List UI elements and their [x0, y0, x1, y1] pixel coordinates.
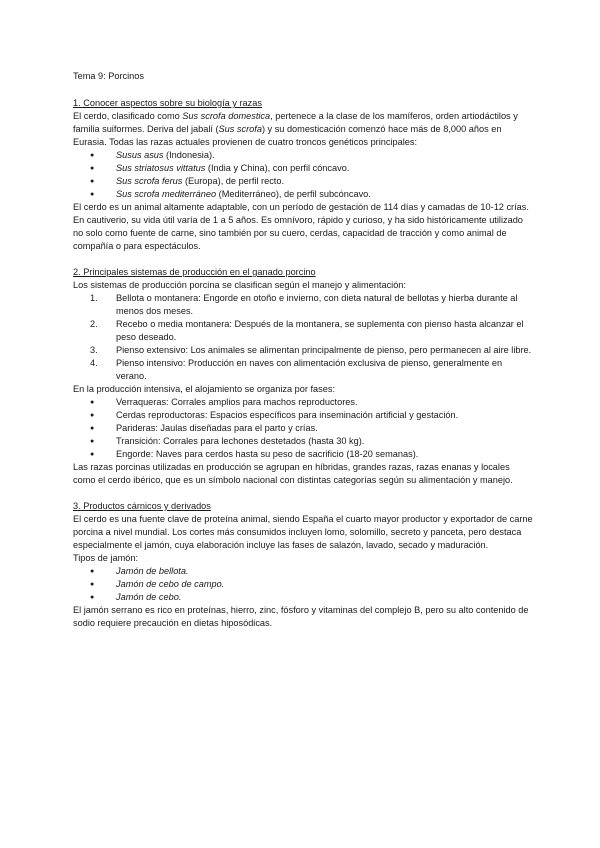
list-item — [90, 188, 533, 201]
section-heading: 2. Principales sistemas de producción en el ganado porcino — [73, 267, 316, 277]
list-item: ● Transición: Corrales para lechones destetados (hasta 30 kg). — [90, 435, 533, 448]
text-run: Pienso extensivo: Los animales se alimentan principalmente de pienso, pero permanecen al aire libre. — [116, 345, 532, 355]
list-item — [90, 318, 533, 344]
section-heading: 3. Productos cárnicos y derivados — [73, 501, 211, 511]
paragraph: Tipos de jamón: — [73, 553, 139, 563]
section-meat-products — [73, 500, 533, 630]
document-page — [73, 70, 533, 643]
ham-types-list — [73, 565, 533, 604]
italic-text: Jamón de cebo. — [116, 592, 182, 602]
section-heading: 1. Conocer aspectos sobre su biología y razas — [73, 98, 262, 108]
list-item: ● Parideras: Jaulas diseñadas para el parto y crías. — [90, 422, 533, 435]
text-run: El cerdo, clasificado como — [73, 111, 183, 121]
text-run: (India y China), con perfil cóncavo. — [205, 163, 350, 173]
section-production-systems — [73, 266, 533, 487]
list-item — [90, 565, 533, 578]
paragraph — [73, 110, 533, 149]
text-run: (Europa), de perfil recto. — [182, 176, 285, 186]
list-number: 2. — [90, 319, 98, 329]
italic-text: Sus striatosus vittatus — [116, 163, 206, 173]
list-number: 4. — [90, 358, 98, 368]
list-item — [90, 162, 533, 175]
paragraph: En la producción intensiva, el alojamiento se organiza por fases: — [73, 384, 335, 394]
italic-text: Sus scrofa — [218, 124, 262, 134]
list-item: ● Verraqueras: Corrales amplios para machos reproductores. — [90, 396, 533, 409]
list-item: ● Cerdas reproductoras: Espacios específicos para inseminación artificial y gestación. — [90, 409, 533, 422]
text-run: ) y su domesticación comenzó hace más de 8,000 años en Eurasia. Todas las razas actuales provienen de cuatro troncos genéticos principales: — [73, 124, 502, 147]
list-item — [90, 344, 533, 357]
list-number: 3. — [90, 345, 98, 355]
section-biology — [73, 97, 533, 253]
text-run: , pertenece a la clase de los mamíferos, orden artiodáctilos y familia suiformes. Deriva del jabalí ( — [73, 111, 518, 134]
genetic-trunks-list — [73, 149, 533, 201]
list-item — [90, 149, 533, 162]
italic-text: Jamón de bellota. — [116, 566, 189, 576]
text-run: (Indonesia). — [163, 150, 215, 160]
italic-text: Sus scrofa domestica — [182, 111, 271, 121]
paragraph: Las razas porcinas utilizadas en producción se agrupan en híbridas, grandes razas, razas enanas y locales como el cerdo ibérico, que es un símbolo nacional con distintas categorías según su alimentación y manejo. — [73, 462, 513, 485]
list-item — [90, 175, 533, 188]
systems-list — [73, 292, 533, 383]
text-run: Recebo o media montanera: Después de la montanera, se suplementa con pienso hasta alcanzar el peso deseado. — [116, 319, 524, 342]
list-item — [90, 292, 533, 318]
list-number: 1. — [90, 293, 98, 303]
page-title: Tema 9: Porcinos — [73, 71, 144, 81]
list-item — [90, 591, 533, 604]
paragraph: El cerdo es un animal altamente adaptable, con un período de gestación de 114 días y camadas de 10-12 crías. En cautiverio, su vida útil varía de 1 a 5 años. Es omnívoro, rápido y curioso, y ha sido históricamente utilizado no solo como fuente de carne, sino también por su cuero, cerdas, capacidad de tracción y como animal de compañía o para espectáculos. — [73, 202, 529, 251]
text-run: (Mediterráneo), de perfil subcóncavo. — [216, 189, 371, 199]
list-item: ● Engorde: Naves para cerdos hasta su peso de sacrificio (18-20 semanas). — [90, 448, 533, 461]
list-item — [90, 578, 533, 591]
italic-text: Sus scrofa ferus — [116, 176, 183, 186]
list-item — [90, 357, 533, 383]
paragraph: El cerdo es una fuente clave de proteína animal, siendo España el cuarto mayor productor y exportador de carne porcina a nivel mundial. Los cortes más consumidos incluyen lomo, solomillo, secreto y panceta, pero destaca especialmente el jamón, cuya elaboración incluye las fases de salazón, lavado, secado y maduración. — [73, 514, 533, 550]
text-run: Pienso intensivo: Producción en naves con alimentación exclusiva de pienso, generalmente en verano. — [116, 358, 503, 381]
text-run: Bellota o montanera: Engorde en otoño e invierno, con dieta natural de bellotas y hierba durante al menos dos meses. — [116, 293, 518, 316]
paragraph: El jamón serrano es rico en proteínas, hierro, zinc, fósforo y vitaminas del complejo B, pero su alto contenido de sodio requiere precaución en dietas hiposódicas. — [73, 605, 529, 628]
italic-text: Jamón de cebo de campo. — [116, 579, 225, 589]
phases-list — [73, 396, 533, 461]
paragraph: Los sistemas de producción porcina se clasifican según el manejo y alimentación: — [73, 280, 406, 290]
italic-text: Susus asus — [116, 150, 164, 160]
italic-text: Sus scrofa mediterráneo — [116, 189, 217, 199]
